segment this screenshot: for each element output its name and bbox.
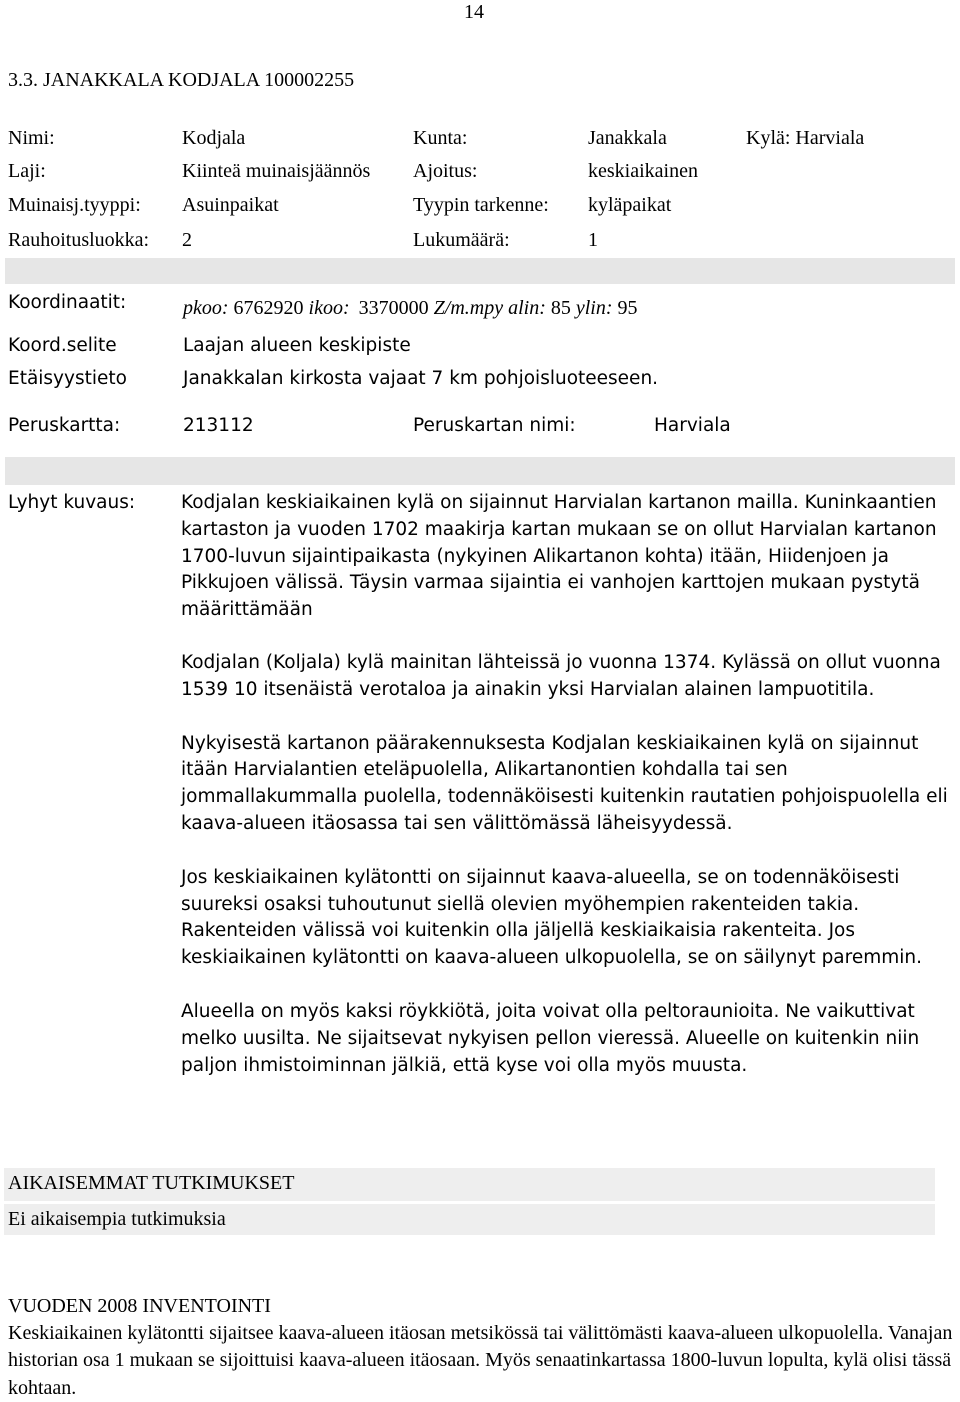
description-paragraph: Kodjalan keskiaikainen kylä on sijainnut Harvialan kartanon mailla. Kuninkaantien kartaston ja vuoden 1702 maakirja kartan mukaan se on ollut Harvialan kartanon 1700-luvun sijaintipaikasta (nykyinen Alikartanon kohta) itään, Hiidenjoen ja Pikkujoen välissä. Täysin varmaa sijaintia ei vanhojen karttojen mukaan pystytä määrittämään [181,492,937,621]
coordinates-label: Koordinaatit: [8,292,127,313]
alin-value: 85 [550,297,571,319]
map-name-value: Harviala [654,415,731,436]
separator-band [5,258,955,284]
description-paragraph: Jos keskiaikainen kylätontti on sijainnut kaava-alueella, se on todennäköisesti suureksi osaksi tuhoutunut siellä olevien myöhempien rakenteiden takia. Rakenteiden välissä voi kuitenkin olla jäljellä keskiaikaisia rakenteita. Jos keskiaikainen kylätontti on kaava-alueen ulkopuolella, se on säilynyt paremmin. [181,866,923,969]
map-sheet-value: 213112 [183,415,254,436]
laji-label: Laji: [8,160,46,182]
etaisyys-label: Etäisyystieto [8,368,127,389]
ylin-label: ylin: [575,297,613,319]
map-sheet-label: Peruskartta: [8,415,121,436]
ylin-value: 95 [617,297,638,319]
coordinates-line [183,296,638,320]
inventory-heading: VUODEN 2008 INVENTOINTI [8,1295,271,1317]
selite-label: Koord.selite [8,335,117,356]
tarkenne-label: Tyypin tarkenne: [413,194,549,216]
description-paragraph: Kodjalan (Koljala) kylä mainitan lähteissä jo vuonna 1374. Kylässä on ollut vuonna 1539 10 itsenäistä verotaloa ja ainakin yksi Harvialan alainen lampuotitila. [181,651,941,700]
kunta-value: Janakkala [588,127,667,149]
nimi-value: Kodjala [182,127,246,149]
selite-value: Laajan alueen keskipiste [183,335,411,356]
section-title: 3.3. JANAKKALA KODJALA 100002255 [8,69,355,91]
etaisyys-value: Janakkalan kirkosta vajaat 7 km pohjoisluoteeseen. [183,368,659,389]
zm-label: Z/m.mpy alin: [433,297,546,319]
tarkenne-value: kyläpaikat [588,194,672,216]
luokka-label: Rauhoitusluokka: [8,229,150,251]
kyla-value: Kylä: Harviala [746,127,865,149]
description-body [181,490,951,1079]
ikoo-label: ikoo: [308,297,350,319]
earlier-research-text: Ei aikaisempia tutkimuksia [4,1204,935,1235]
inventory-text: Keskiaikainen kylätontti sijaitsee kaava-alueen itäosan metsikössä tai välittömästi kaava-alueen ulkopuolella. Vanajan historian osa 1 mukaan se sijoittuisi kaava-alueen itäosaan. Myös senaatinkartassa 1800-luvun lopulta, kylä olisi tässä kohtaan. [8,1322,953,1399]
pkoo-value: 6762920 [233,297,304,319]
ajoitus-label: Ajoitus: [413,160,478,182]
ajoitus-value: keskiaikainen [588,160,698,182]
pkoo-label: pkoo: [183,297,229,319]
separator-band [5,457,955,485]
description-label: Lyhyt kuvaus: [8,492,136,513]
tyyppi-label: Muinaisj.tyyppi: [8,194,141,216]
lukumaara-value: 1 [588,229,598,251]
ikoo-value: 3370000 [358,297,429,319]
lukumaara-label: Lukumäärä: [413,229,510,251]
description-paragraph: Alueella on myös kaksi röykkiötä, joita voivat olla peltoraunioita. Ne vaikuttivat melko uusilta. Ne sijaitsevat nykyisen pellon vieressä. Alueelle on kuitenkin niin paljon ihmistoiminnan jälkiä, että kyse voi olla myös muusta. [181,1000,920,1076]
nimi-label: Nimi: [8,127,55,149]
tyyppi-value: Asuinpaikat [182,194,279,216]
earlier-research-heading: AIKAISEMMAT TUTKIMUKSET [4,1168,935,1201]
description-paragraph: Nykyisestä kartanon päärakennuksesta Kodjalan keskiaikainen kylä on sijainnut itään Harvialantien eteläpuolella, Alikartanontien kohdalla tai sen jommallakummalla puolella, todennäköisesti kuitenkin rautatien pohjoispuolella eli kaava-alueen itäosassa tai sen välittömässä läheisyydessä. [181,732,948,834]
map-name-label: Peruskartan nimi: [413,415,576,436]
laji-value: Kiinteä muinaisjäännös [182,160,371,182]
page-number: 14 [464,1,484,23]
luokka-value: 2 [182,229,192,251]
kunta-label: Kunta: [413,127,468,149]
